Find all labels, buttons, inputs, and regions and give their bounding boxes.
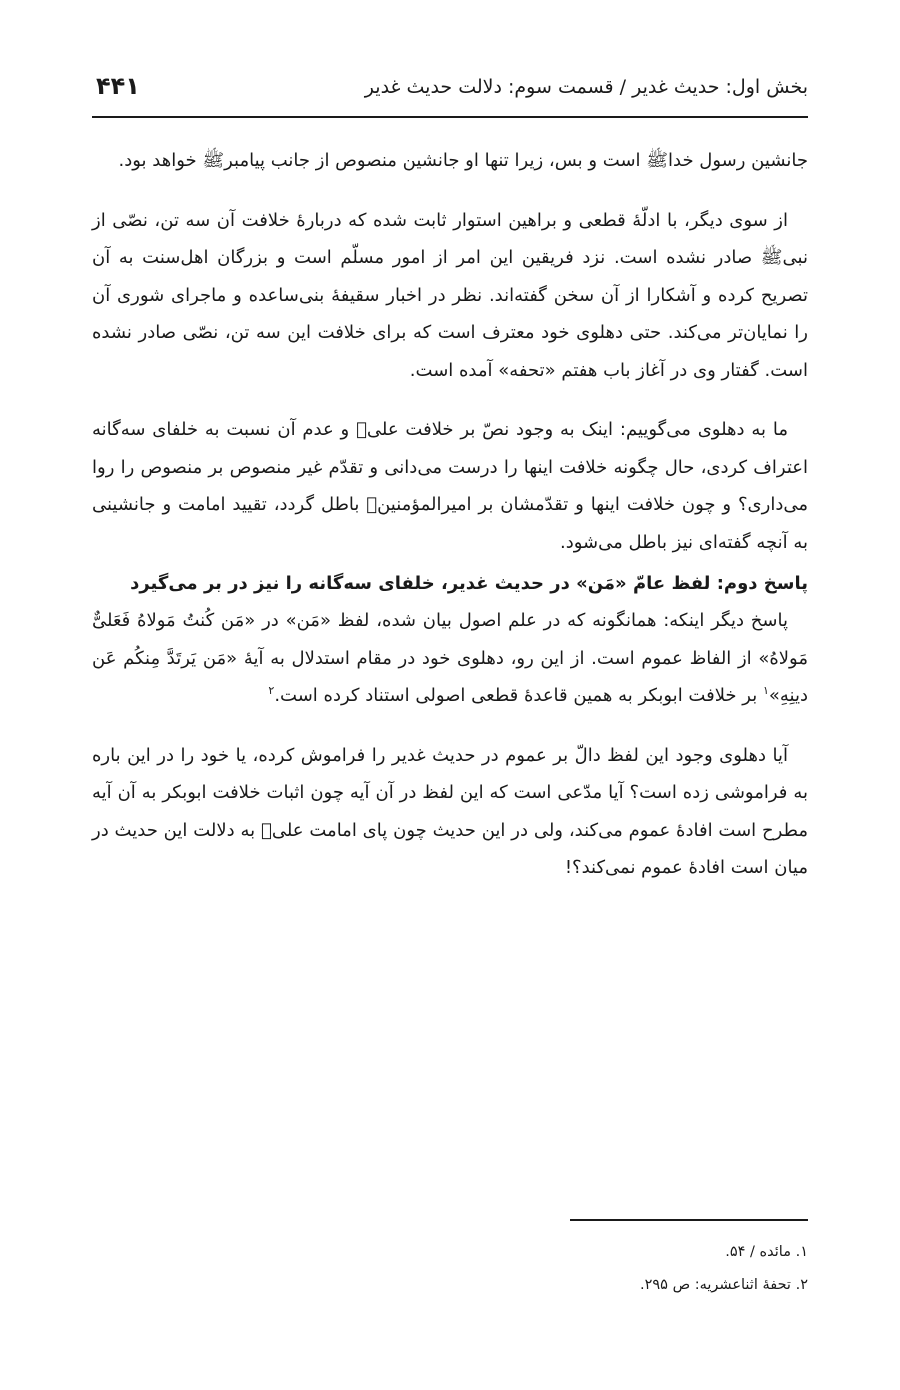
- page-body: [92, 142, 808, 887]
- section-heading: پاسخ دوم: لفظ عامّ «مَن» در حدیث غدیر، خلفای سه‌گانه را نیز در بر می‌گیرد: [130, 573, 808, 594]
- paragraph-5: آیا دهلوی وجود این لفظ دالّ بر عموم در حدیث غدیر را فراموش کرده، یا خود را در این باره به فراموشی زده است؟ آیا مدّعی است که این لفظ در آن آیه چون اثبات خلافت ابوبکر به آن آیه مطرح است افادهٔ عموم می‌کند، ولی در این حدیث چون پای امامت علیؑ به دلالت این حدیث در میان است افادهٔ عموم نمی‌کند؟!: [92, 744, 808, 878]
- paragraph-4-text-cont: بر خلافت ابوبکر به همین قاعدهٔ قطعی اصولی استناد کرده است.: [274, 685, 763, 706]
- spacer: [92, 715, 808, 737]
- paragraph-3: ما به دهلوی می‌گوییم: اینک به وجود نصّ بر خلافت علیؑ و عدم آن نسبت به خلفای سه‌گانه اعتراف کردی، حال چگونه خلافت اینها را درست می‌دانی و تقدّم غیر منصوص بر منصوص را روا می‌داری؟ و چون خلافت اینها و تقدّمشان بر امیرالمؤمنینؑ باطل گردد، تقیید امامت و جانشینی به آنچه گفته‌ای نیز باطل می‌شود.: [92, 419, 808, 553]
- footnote-1: ۱. مائده / ۵۴.: [725, 1244, 808, 1260]
- paragraph-1: جانشین رسول خداﷺ است و بس، زیرا تنها او جانشین منصوص از جانب پیامبرﷺ خواهد بود.: [118, 150, 808, 171]
- footnote-ref-2[interactable]: ۲: [268, 684, 275, 697]
- footnote-divider: [570, 1219, 808, 1221]
- page-header: [92, 70, 808, 110]
- spacer: [92, 180, 808, 202]
- paragraph-4: [92, 602, 808, 715]
- page-number: ۴۴۱: [96, 72, 140, 100]
- paragraph-4-text: پاسخ دیگر اینکه: همانگونه که در علم اصول بیان شده، لفظ «مَن» در «مَن کُنتُ مَولاهُ فَعَلیٌّ مَولاهُ» از الفاظ عموم است. از این رو، دهلوی خود در مقام استدلال به آیهٔ «مَن یَرتَدَّ مِنکُم عَن دینِهِ»: [92, 610, 808, 706]
- paragraph-2: از سوی دیگر، با ادلّهٔ قطعی و براهین استوار ثابت شده که دربارهٔ خلافت آن سه تن، نصّی از نبیﷺ صادر نشده است. نزد فریقین این امر از امور مسلّم است و بزرگان اهل‌سنت به آن تصریح کرده و آشکارا از آن سخن گفته‌اند. نظر در اخبار سقیفهٔ بنی‌ساعده و ماجرای شوری آن را نمایان‌تر می‌کند. حتی دهلوی خود معترف است که برای خلافت این سه تن، نصّی صادر نشده است. گفتار وی در آغاز باب هفتم «تحفه» آمده است.: [92, 209, 808, 381]
- book-page: [92, 0, 808, 1390]
- footnote-ref-1[interactable]: ۱: [762, 684, 769, 697]
- header-divider: [92, 116, 808, 118]
- footnote-2: ۲. تحفهٔ اثناعشریه: ص ۲۹۵.: [639, 1277, 808, 1293]
- running-title: بخش اول: حدیث غدیر / قسمت سوم: دلالت حدیث غدیر: [364, 76, 808, 98]
- spacer: [92, 389, 808, 411]
- footnotes: [408, 1236, 808, 1302]
